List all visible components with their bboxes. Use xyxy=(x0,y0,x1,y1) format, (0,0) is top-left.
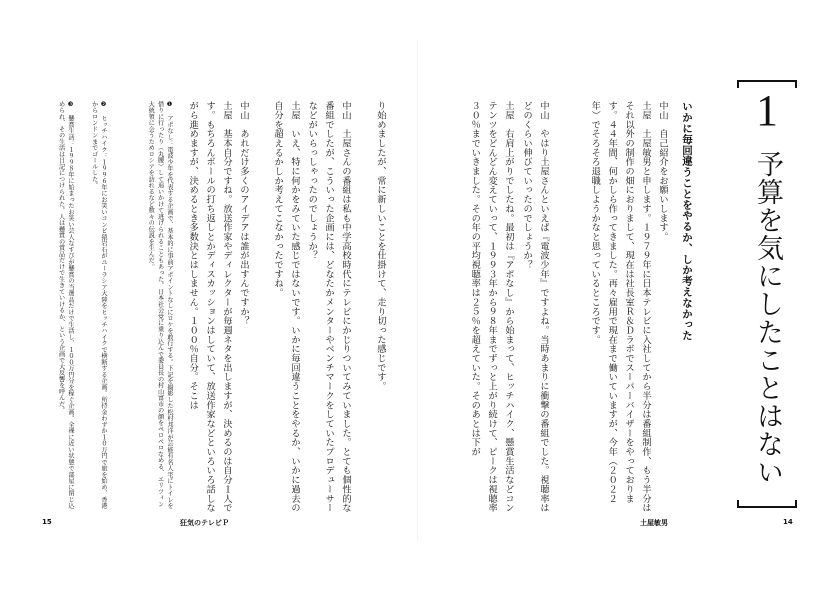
page-number-left: 15 xyxy=(42,518,52,526)
footer-author: 土屋敏男 xyxy=(640,519,668,527)
left-paragraph-2: 中山 土屋さんの番組は私も中学高校時代にテレビにかじりついてみていました。とても個性的な番組でしたが、こういった企画には、どなたかメンターやベンチマークをしていたプロデューサーなどがいらっしゃったのでしょうか？ xyxy=(306,101,351,513)
right-paragraph-4: 土屋 右肩上がりでしたね。最初は『アポなし』から始まって、ヒッチハイク、懸賞生活などコンテンツをどんどん変えていって、１９９３年から９８年までずっと上がり続けて、ピークは視聴率３０％までいきました。その年の平均視聴率は２５％を超えていた。そのあとは下が xyxy=(469,101,514,513)
bracket-bottom xyxy=(737,500,797,508)
section-subtitle: いかに毎回違うことをやるか、しか考えなかった xyxy=(681,101,693,341)
left-paragraph-1: り始めましたが、常に新しいことを仕掛けて、走り切った感じです。 xyxy=(375,101,386,391)
footnote-1: ❶ アポなし：電波少年を代表する企画で、基本的に事前アポイントなしにロケを敢行する。下記を撮影した松村邦洋が芸能有名人宅にトイレを借りに行ったり（丸腰）して追いかけて逃げられることもあった。日本社会党に乗り込んで委員長の村山富市の顔をペロペロなめる、エリツィン大統領に会うためロシアを訪れるなど数々の伝説を生んだ。 xyxy=(147,101,173,509)
footnote-2: ❷ ヒッチハイク：１９９６年にお笑いコンビ猿岩石がユーラシア大陸をヒッチハイクで横断する企画。所持金わずか１０万円で旅を始め、香港からロンドンまでゴールした。 xyxy=(90,101,107,509)
left-paragraph-3: 土屋 いえ、特に何かをみていた感じではないです。いかに毎回違うことをやるか、いかに過去の自分を超えるかしか考えてこなかったですね。 xyxy=(272,101,300,513)
right-paragraph-2: 土屋 土屋敏男と申します。１９７９年に日本テレビに入社してから半分は番組制作、もう半分はそれ以外の制作の畑におりまして、現在は社長室Ｒ＆Ｄラボでスーパーバイザーをやっております。４４年間、何かしら作ってきました。再々雇用で現在まで働いていますが、今年（２０２２年）でそろそろ退職しようかなと思っているところです。 xyxy=(589,101,651,513)
left-paragraph-4: 中山 あれだけ多くのアイデアは誰が出すんですか？ xyxy=(238,101,249,326)
page-gutter xyxy=(417,40,418,540)
right-paragraph-1: 中山 自己紹介をお願いします。 xyxy=(657,101,668,242)
page-number-right: 14 xyxy=(783,518,793,526)
right-paragraph-3: 中山 やはり土屋さんといえば『電波少年』ですよね。当時あまりに衝撃の番組でした。視聴率はどのくらい伸びていったのでしょうか？ xyxy=(521,101,549,513)
left-paragraph-5: 土屋 基本自分ですね。放送作家やディレクターが毎週ネタを出しますが、決めるのは自分１人です。もちろんボールの打ち返しとかディスカッションはしていて、放送作家などといろいろ話しながら進めますが、決めるとき多数決とはしません。１００％自分。そこは xyxy=(187,101,232,513)
chapter-number: 1 xyxy=(756,86,778,135)
chapter-heading-frame xyxy=(737,80,797,508)
footer-book-title: 狂気のテレビＰ xyxy=(180,519,229,527)
footnote-3: ❸ 懸賞生活：１９９８年に始まったお笑い芸人なすびが懸賞の当選品だけで生活し、１００万円分を稼ぐ企画。全裸に近い状態で部屋に閉じ込められ、その生活は日記につけられた。人は懸賞の賞品だけで生きていけるか、という企画で大反響を呼んだ。 xyxy=(57,101,74,509)
chapter-title: 予算を気にしたことはない xyxy=(752,150,783,486)
